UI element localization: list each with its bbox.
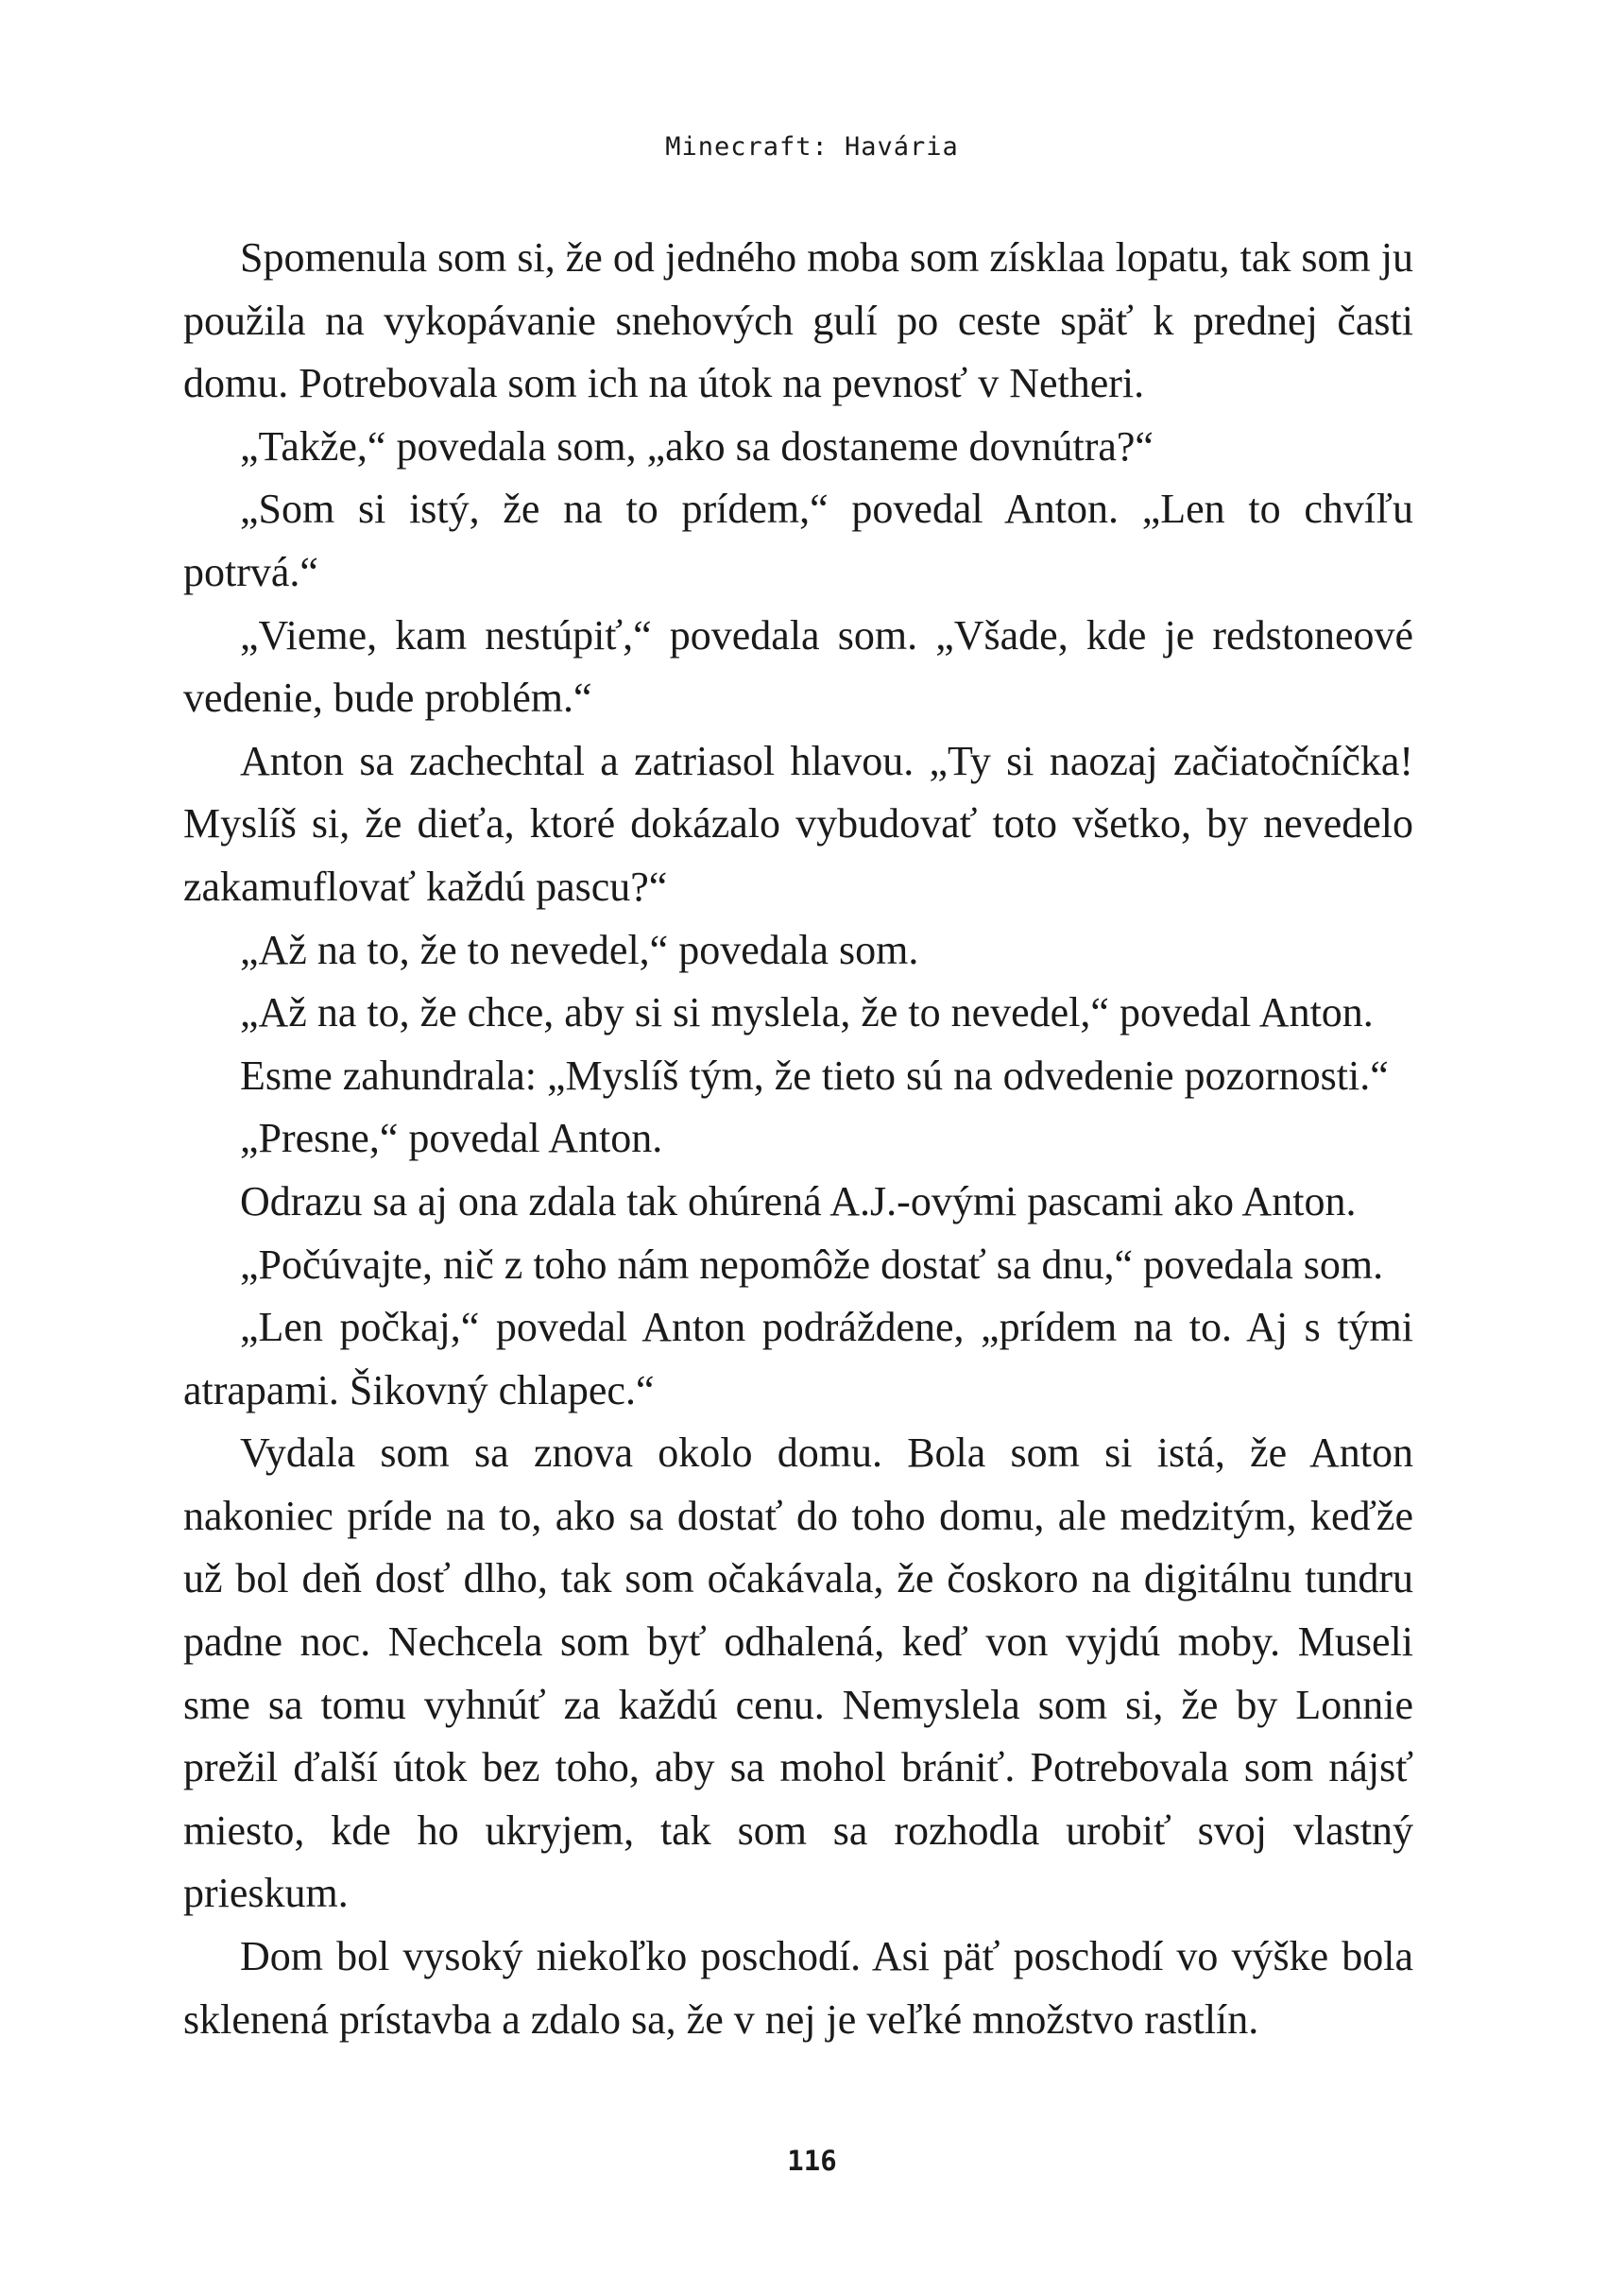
paragraph: „Vieme, kam nestúpiť,“ povedala som. „Všade, kde je redstoneové vedenie, bude problém.“ [183,611,1413,722]
paragraph: „Presne,“ povedal Anton. [240,1115,663,1162]
paragraph: „Som si istý, že na to prídem,“ povedal Anton. „Len to chvíľu potrvá.“ [183,486,1413,595]
paragraph: Dom bol vysoký niekoľko poschodí. Asi päť poschodí vo výške bola sklenená prístavba a zdalo sa, že v nej je veľké množstvo rastlín. [183,1933,1413,2043]
body-text [183,227,1413,2051]
paragraph: „Takže,“ povedala som, „ako sa dostaneme dovnútra?“ [240,422,1154,470]
paragraph: „Počúvajte, nič z toho nám nepomôže dostať sa dnu,“ povedala som. [240,1241,1384,1288]
paragraph: „Až na to, že to nevedel,“ povedala som. [240,926,919,973]
paragraph: Esme zahundrala: „Myslíš tým, že tieto sú na odvedenie pozornosti.“ [240,1052,1389,1099]
paragraph: Spomenula som si, že od jedného moba som získlaa lopatu, tak som ju použila na vykopávanie snehových gulí po ceste späť k prednej časti domu. Potrebovala som ich na útok na pevnosť v Netheri. [183,234,1413,407]
running-head: Minecraft: Havária [665,132,959,162]
paragraph: Odrazu sa aj ona zdala tak ohúrená A.J.-ovými pascami ako Anton. [240,1177,1357,1224]
paragraph: Vydala som sa znova okolo domu. Bola som si istá, že Anton nakoniec príde na to, ako sa dostať do toho domu, ale medzitým, keďže už bol deň dosť dlho, tak som očakávala, že čoskoro na digitálnu tundru padne noc. Nechcela som byť odhalená, keď von vyjdú moby. Museli sme sa tomu vyhnúť za každú cenu. Nemyslela som si, že by Lonnie prežil ďalší útok bez toho, aby sa mohol brániť. Potrebovala som nájsť miesto, kde ho ukryjem, tak som sa rozhodla urobiť svoj vlastný prieskum. [183,1429,1413,1917]
paragraph: Anton sa zachechtal a zatriasol hlavou. „Ty si naozaj začiatočníčka! Myslíš si, že dieťa, ktoré dokázalo vybudovať toto všetko, by nevedelo zakamuflovať každú pascu?“ [183,737,1413,910]
page-number: 116 [787,2145,837,2177]
paragraph: „Až na to, že chce, aby si si myslela, že to nevedel,“ povedal Anton. [240,989,1374,1036]
paragraph: „Len počkaj,“ povedal Anton podráždene, „prídem na to. Aj s tými atrapami. Šikovný chlapec.“ [183,1304,1413,1413]
